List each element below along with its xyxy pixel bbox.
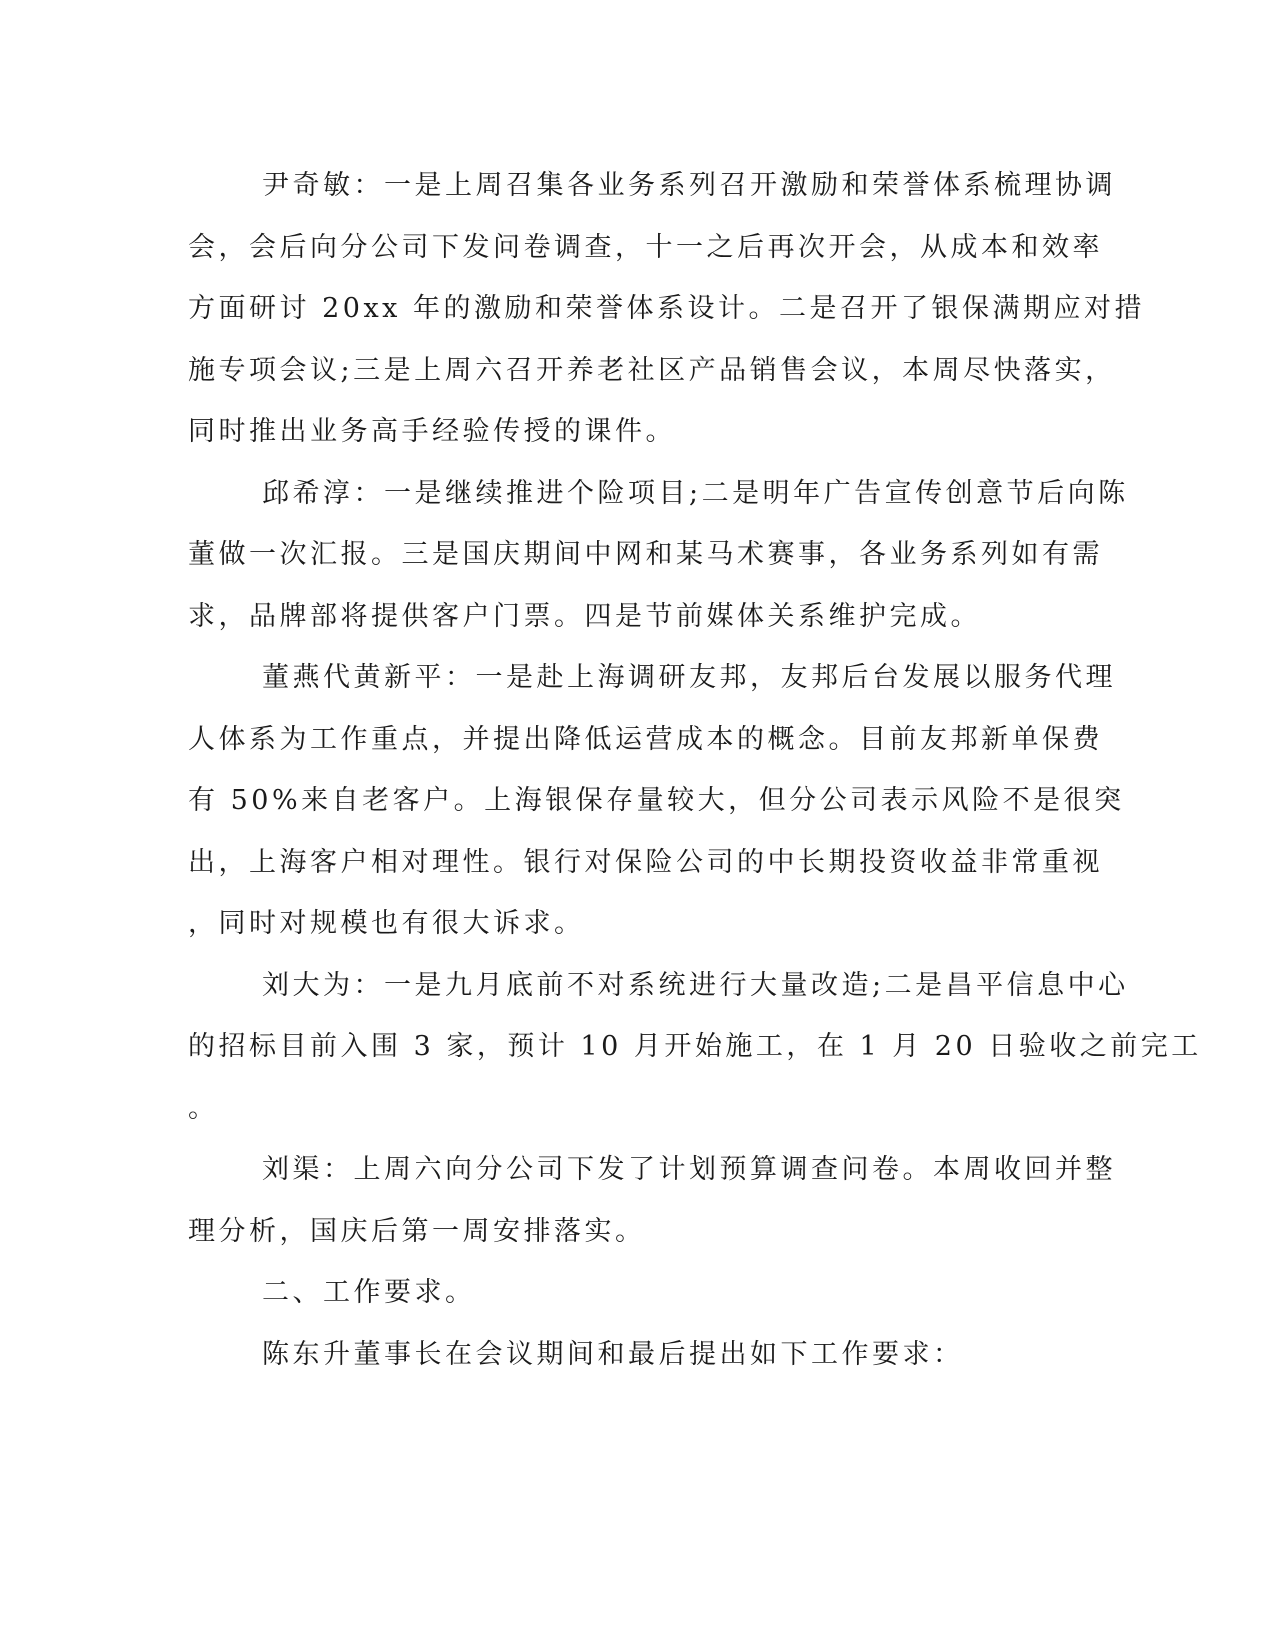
text-line: 理分析，国庆后第一周安排落实。	[188, 1215, 646, 1247]
text-line: 陈东升董事长在会议期间和最后提出如下工作要求：	[262, 1338, 964, 1370]
text-line: 求，品牌部将提供客户门票。四是节前媒体关系维护完成。	[188, 600, 981, 632]
text-line: 有 50%来自老客户。上海银保存量较大，但分公司表示风险不是很突	[188, 785, 1125, 816]
paragraph-chen-dongsheng	[188, 1324, 1088, 1386]
text-line: ，同时对规模也有很大诉求。	[188, 908, 585, 939]
text-line: 刘渠：上周六向分公司下发了计划预算调查问卷。本周收回并整	[262, 1154, 1116, 1185]
text-line: 会，会后向分公司下发问卷调查，十一之后再次开会，从成本和效率	[188, 231, 1103, 263]
text-line: 同时推出业务高手经验传授的课件。	[188, 416, 676, 447]
section-heading: 二、工作要求。	[262, 1277, 476, 1308]
paragraph-qiu-xichun	[188, 463, 1129, 648]
section-heading-work-requirements	[188, 1262, 1088, 1324]
text-line: 董做一次汇报。三是国庆期间中网和某马术赛事，各业务系列如有需	[188, 539, 1103, 570]
text-line: 。	[188, 1092, 219, 1124]
text-line: 出，上海客户相对理性。银行对保险公司的中长期投资收益非常重视	[188, 846, 1103, 878]
document-body	[188, 155, 1202, 1385]
paragraph-yin-qimin	[188, 155, 1145, 463]
text-line: 邱希淳：一是继续推进个险项目;二是明年广告宣传创意节后向陈	[262, 477, 1129, 509]
paragraph-dong-yan	[188, 647, 1125, 955]
text-line: 的招标目前入围 3 家，预计 10 月开始施工，在 1 月 20 日验收之前完工	[188, 1031, 1202, 1062]
text-line: 董燕代黄新平：一是赴上海调研友邦，友邦后台发展以服务代理	[262, 662, 1116, 693]
text-line: 施专项会议;三是上周六召开养老社区产品销售会议，本周尽快落实，	[188, 354, 1116, 386]
paragraph-liu-qu	[188, 1139, 1116, 1262]
text-line: 刘大为：一是九月底前不对系统进行大量改造;二是昌平信息中心	[262, 969, 1129, 1001]
text-line: 人体系为工作重点，并提出降低运营成本的概念。目前友邦新单保费	[188, 723, 1103, 755]
text-line: 方面研讨 20xx 年的激励和荣誉体系设计。二是召开了银保满期应对措	[188, 293, 1145, 324]
paragraph-liu-dawei	[188, 955, 1202, 1140]
text-line: 尹奇敏：一是上周召集各业务系列召开激励和荣誉体系梳理协调	[262, 170, 1116, 201]
